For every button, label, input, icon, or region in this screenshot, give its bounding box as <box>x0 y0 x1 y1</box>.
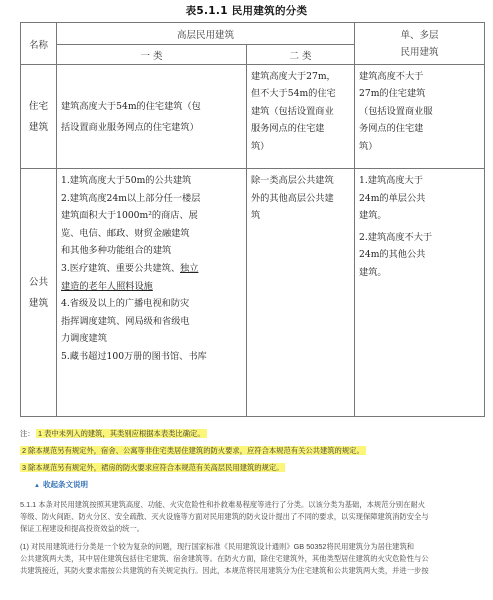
cell-line: 筑） <box>359 140 378 152</box>
paragraph-line: 共建筑接近，其防火要求需按公共建筑的有关规定执行。因此，本规范将民用建筑分为住宅建筑和公共建筑两大类，并进一步按 <box>20 566 429 575</box>
table-row <box>21 65 485 169</box>
list-item-line: 和其他多种功能组合的建筑 <box>61 245 172 257</box>
row-name-residential <box>21 65 57 169</box>
note-3 <box>20 462 484 474</box>
cell-line: 建筑高度大于54m的住宅建筑（包 <box>61 101 201 112</box>
list-item-line: 24m的其他公共 <box>359 249 426 261</box>
cell-line: 建筑高度不大于 <box>359 71 424 82</box>
underlined-text: 独立 <box>180 262 199 274</box>
notes-section <box>20 428 484 583</box>
note-text: 2 除本规范另有规定外，宿舍、公寓等非住宅类居住建筑的防火要求，应符合本规范有关公共建筑的规定。 <box>22 446 364 455</box>
collapse-label: 收起条文说明 <box>42 480 88 489</box>
header-low-rise-line1: 单、多层 <box>400 29 439 41</box>
row-name-line: 建筑 <box>28 121 49 133</box>
cell-residential-class2 <box>247 65 355 169</box>
header-low-rise <box>355 23 485 65</box>
table-title: 表5.1.1 民用建筑的分类 <box>185 5 308 17</box>
list-item-line: 力调度建筑 <box>61 333 107 345</box>
header-class1: 一 类 <box>57 45 247 65</box>
cell-line: 但不大于54m的住宅 <box>251 88 336 100</box>
cell-line: 服务网点的住宅建 <box>251 123 325 135</box>
cell-line: 筑 <box>251 210 261 222</box>
cell-residential-class1 <box>57 65 247 169</box>
header-low-rise-line2: 民用建筑 <box>400 46 439 58</box>
paragraph-line: 保证工程建设和提高投资效益的统一。 <box>20 524 145 533</box>
underlined-text: 建造的老年人照料设施 <box>61 280 153 292</box>
list-item: 5.藏书超过100万册的图书馆、书库 <box>61 350 207 362</box>
header-name: 名称 <box>21 23 57 65</box>
note-text: 1 表中未列入的建筑，其类别应根据本表类比确定。 <box>38 429 205 438</box>
list-item: 1.建筑高度大于50m的公共建筑 <box>61 175 192 186</box>
list-item-line: 24m的单层公共 <box>359 192 426 204</box>
list-item: 1.建筑高度大于 <box>359 175 423 186</box>
note-text: 3 除本规范另有规定外，裙房的防火要求应符合本规范有关高层民用建筑的规定。 <box>22 463 284 472</box>
paragraph-line: 等级、防火间距、防火分区、安全疏散、灭火设施等方面对民用建筑的防火设计提出了不同的要求，以实现保障建筑消防安全与 <box>20 512 429 521</box>
table-row <box>21 169 485 417</box>
paragraph-line: 公共建筑两大类，其中居住建筑包括住宅建筑、宿舍建筑等。在防火方面，除住宅建筑外，其他类型居住建筑的火灾危险性与公 <box>20 554 429 563</box>
paragraph-line: (1) 对民用建筑进行分类是一个较为复杂的问题，现行国家标准《民用建筑设计通则》GB 50352将民用建筑分为居住建筑和 <box>20 542 415 551</box>
note-2 <box>20 445 484 457</box>
list-item-line: 建筑。 <box>359 266 387 278</box>
header-class2: 二 类 <box>247 45 355 65</box>
cell-line: 27m的住宅建筑 <box>359 88 426 100</box>
classification-table <box>20 22 485 417</box>
list-item-text: 3.医疗建筑、重要公共建筑、 <box>61 262 181 274</box>
cell-line: 括设置商业服务网点的住宅建筑） <box>61 122 199 133</box>
cell-line: 外的其他高层公共建 <box>251 192 334 204</box>
cell-line: 筑） <box>251 140 270 152</box>
cell-line: 除一类高层公共建筑 <box>251 175 334 186</box>
cell-line: （包括设置商业服 <box>359 105 433 117</box>
list-item: 4.省级及以上的广播电视和防灾 <box>61 298 190 310</box>
list-item-line: 建筑。 <box>359 210 387 222</box>
list-item: 2.建筑高度不大于 <box>359 231 433 243</box>
list-item: 2.建筑高度24m以上部分任一楼层 <box>61 192 201 204</box>
explanation-paragraph-2 <box>20 541 484 577</box>
explanation-paragraph-1 <box>20 499 484 535</box>
note-1 <box>20 428 484 440</box>
collapse-explanation-link[interactable] <box>34 479 484 492</box>
list-item-line: 指挥调度建筑、网局级和省级电 <box>61 315 190 327</box>
list-item-line: 建筑面积大于1000m²的商店、展 <box>61 210 198 222</box>
paragraph-line: 5.1.1 本条对民用建筑按照其建筑高度、功能、火灾危险性和扑救难易程度等进行了分类。以该分类为基础，本规范分别在耐火 <box>20 500 425 509</box>
cell-public-low <box>355 169 485 417</box>
cell-public-class2 <box>247 169 355 417</box>
note-label: 注： <box>20 429 35 438</box>
cell-residential-low <box>355 65 485 169</box>
cell-line: 务网点的住宅建 <box>359 123 424 135</box>
row-name-line: 公共 <box>28 276 49 288</box>
list-item <box>61 260 242 278</box>
triangle-up-icon: ▲ <box>34 483 40 489</box>
list-item-line: 览、电信、邮政、财贸金融建筑 <box>61 227 190 239</box>
row-name-public <box>21 169 57 417</box>
row-name-line: 建筑 <box>28 297 49 309</box>
cell-public-class1 <box>57 169 247 417</box>
header-high-rise: 高层民用建筑 <box>57 23 355 45</box>
row-name-line: 住宅 <box>28 100 49 112</box>
cell-line: 建筑高度大于27m， <box>251 71 336 82</box>
cell-line: 建筑（包括设置商业 <box>251 105 334 117</box>
